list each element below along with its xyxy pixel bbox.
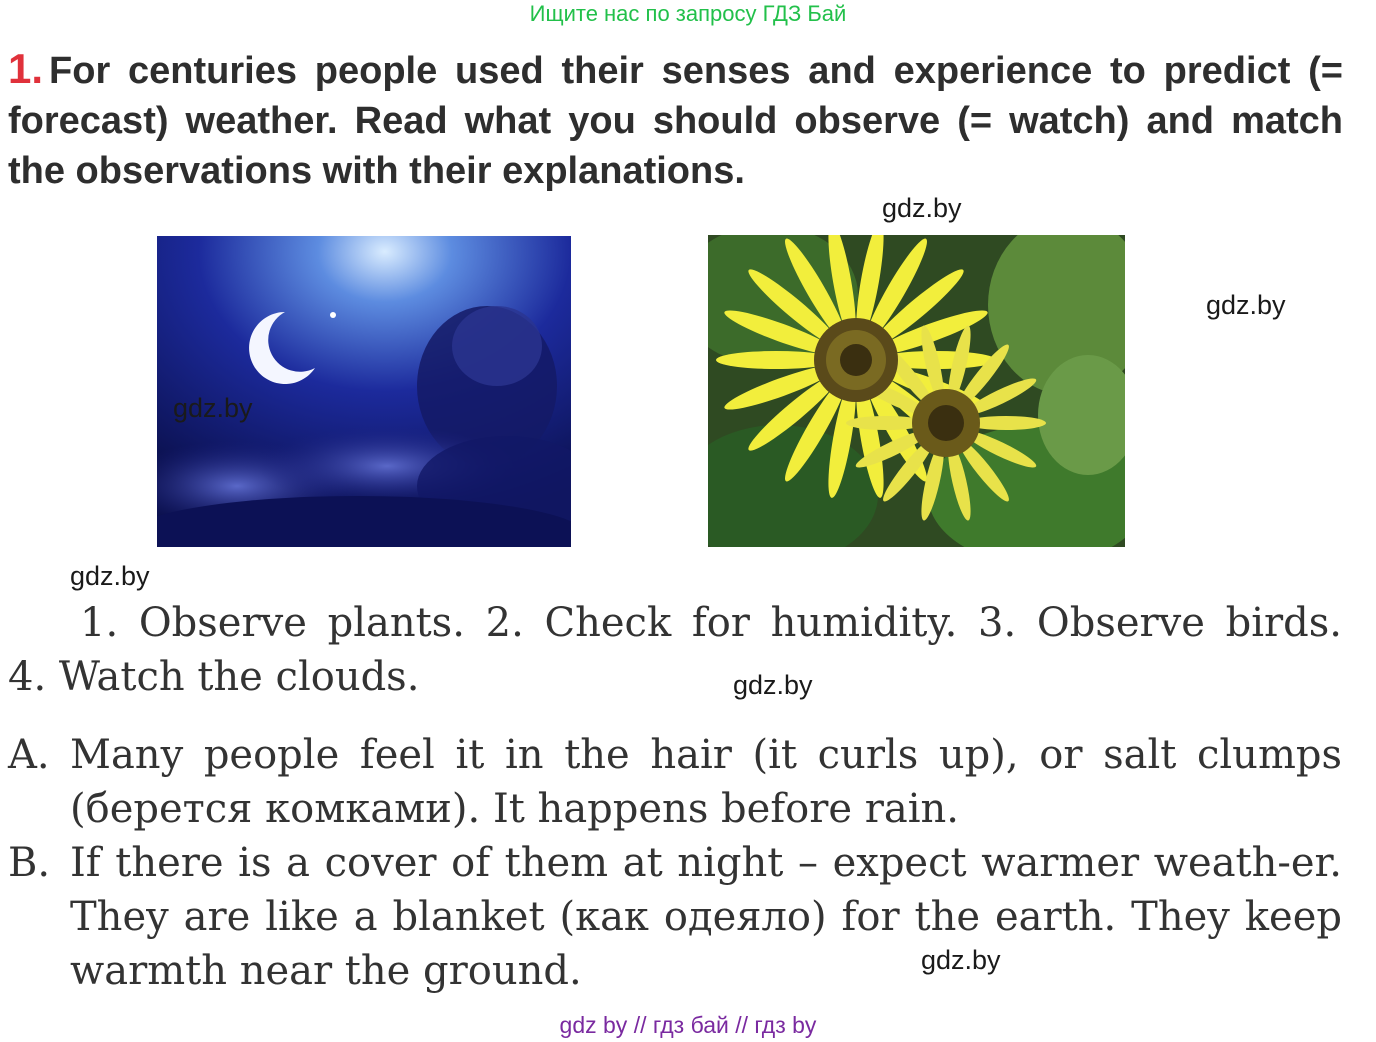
watermark: gdz.by: [882, 193, 962, 223]
watermark: gdz.by: [70, 561, 150, 591]
footer-links: gdz by // гдз бай // гдз by: [559, 1012, 817, 1038]
watermark: gdz.by: [1206, 290, 1286, 320]
watermark: gdz.by: [173, 393, 253, 423]
steps-line-1: 1. Observe plants. 2. Check for humidity. 3. Observe birds.: [80, 600, 1342, 646]
task-text: For centuries people used their senses and experience to predict (= forecast) weather. Read what you should observe (= watch) and match the observations with their explanations.: [8, 50, 1343, 192]
explanation-a: [8, 728, 1342, 836]
explanation-b: [8, 836, 1342, 998]
watermark: gdz.by: [733, 670, 813, 700]
steps-line-2: 4. Watch the clouds.: [8, 654, 420, 700]
task-instruction: [8, 44, 1343, 196]
explanation-letter: B.: [8, 840, 51, 886]
explanation-text: Many people feel it in the hair (it curls up), or salt clumps (берется комками). It happens before rain.: [70, 732, 1342, 832]
search-banner: Ищите нас по запросу ГДЗ Бай: [529, 1, 847, 26]
task-number: 1.: [8, 45, 44, 92]
explanation-text: If there is a cover of them at night – expect warmer weath-er. They are like a blanket (как одеяло) for the earth. They keep warmth near the ground.: [70, 840, 1342, 994]
night-sky-moon-photo: [157, 236, 571, 547]
watermark: gdz.by: [921, 945, 1001, 975]
yellow-flower-photo: [708, 235, 1125, 547]
explanation-letter: A.: [8, 732, 50, 778]
observation-steps: [8, 596, 1342, 704]
